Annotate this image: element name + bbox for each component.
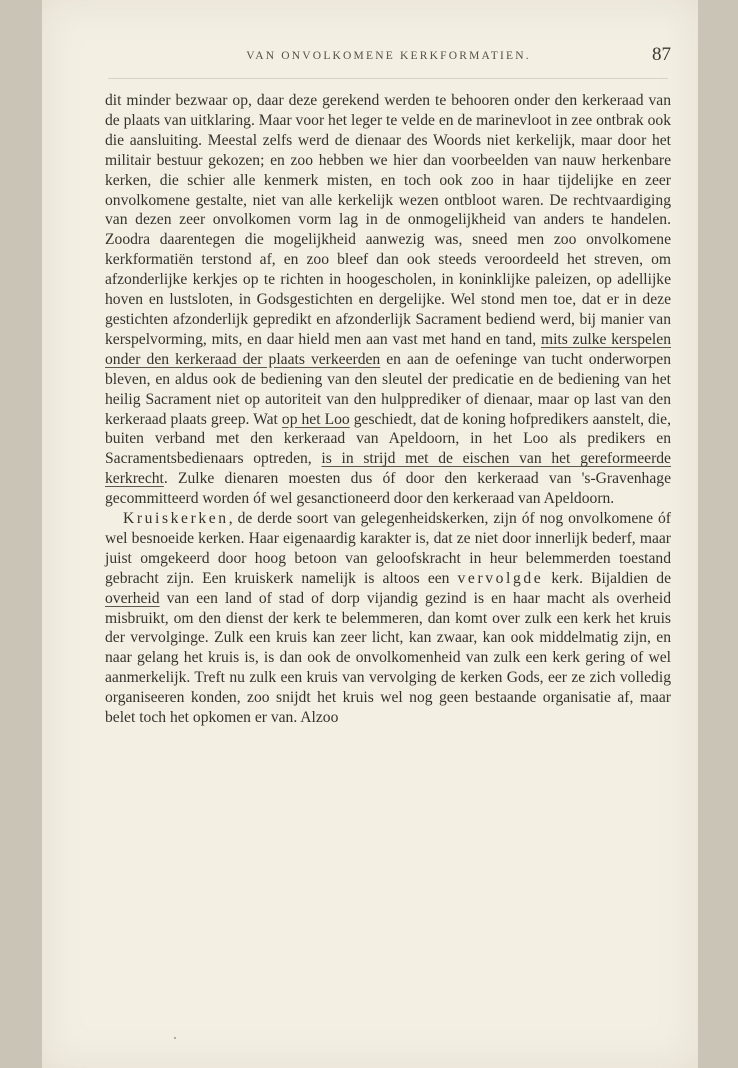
paragraph-1-text-4: . Zulke dienaren moesten dus óf door den kerkeraad van 's-Gravenhage gecommitteerd worden óf wel gesanctioneerd door den kerkeraad van Apeldoorn. [105,470,671,508]
body-text [105,91,671,728]
paragraph-2-text-2: kerk. Bijaldien de [543,569,672,587]
header-rule [108,78,668,79]
underlined-word-overheid: overheid [105,589,160,607]
paragraph-2-text-1: , de derde soort van gelegenheidskerken, zijn óf nog onvolkomene óf wel besnoeide kerken. Haar eigenaardig karakter is, dat ze niet door innerlijk bederf, maar juist omgekeerd door hoog betoon van geloofskracht in heur belemmerden toestand gebracht zijn. Een kruiskerk namelijk is altoos een [105,510,671,587]
spaced-term-vervolgde: vervolgde [457,569,544,587]
paragraph-1-text-3: geschiedt, dat de koning hofpredikers aanstelt, die, buiten verband met den kerkeraad van Apeldoorn, in het Loo als predikers en Sacramentsbedienaars optreden, [105,410,671,468]
paragraph-1-text-1: dit minder bezwaar op, daar deze gerekend werden te behooren onder den kerkeraad van de plaats van uitklaring. Maar voor het leger te velde en de marinevloot in zee ontbrak ook die aansluiting. Meestal zelfs werd de dienaar des Woords niet kerkelijk, maar door het militair bestuur gekozen; en zoo hebben we hier dan voorbeelden van nauw herkenbare kerken, die schier alle kenmerk misten, en toch ook zoo in haar tijdelijke en zeer onvolkomene gestalte, niet van alle kerkelijk wezen ontbloot waren. De rechtvaardiging van dezen zeer onvolkomen vorm lag in de onmogelijkheid van anders te handelen. Zoodra daarentegen die mogelijkheid aanwezig was, sneed men zoo onvolkomene kerkformatiën terstond af, en zoo bleef dan ook steeds veroordeeld het streven, om afzonderlijke kerkjes op te richten in hoogescholen, in koninklijke paleizen, op adellijke hoven en lustsloten, in Godsgestichten en dergelijke. Wel stond men toe, dat er in deze gestichten afzonderlijk gepredikt en afzonderlijk Sacrament bediend werd, bij manier van kerspelvorming, mits, en daar hield men aan vast met hand en tand, [105,92,671,348]
paper-speck [174,1037,176,1039]
underlined-phrase-het-loo: op het Loo [281,410,350,428]
paragraph-1 [105,91,671,509]
paragraph-1-text-2: en aan de oefeninge van tucht onderworpen bleven, en aldus ook de bediening van den sleutel der predicatie en de bediening van het heilig Sacrament niet op autoriteit van den hulpprediker of dienaar, maar op last van den kerkeraad plaats greep. Wat [105,350,672,428]
underlined-phrase-kerkrecht: is in strijd met de eischen van het gereformeerde kerkrecht [105,450,671,488]
spaced-term-kruiskerken: Kruiskerken [123,510,229,528]
paragraph-2 [105,509,671,728]
page-number: 87 [652,44,671,65]
running-title: VAN ONVOLKOMENE KERKFORMATIEN. [246,50,531,62]
paragraph-2-text-3: van een land of stad of dorp vijandig gezind is en haar macht als overheid misbruikt, om den dienst der kerk te belemmeren, dan komt over zulk een kerk het kruis der vervolginge. Zulk een kruis kan zeer licht, kan zwaar, kan ook middelmatig zijn, en naar gelang het kruis is, is dan ook de onvolkomenheid van zulk een kerk gering of wel aanmerkelijk. Treft nu zulk een kruis van vervolging de kerken Gods, eer ze zich volledig organiseeren konden, zoo snijdt het kruis wel nog geen bestaande organisatie af, maar belet toch het opkomen er van. Alzoo [105,589,671,727]
page-header [106,44,671,70]
book-page [42,0,698,1068]
underlined-phrase-kerspelen: mits zulke kerspelen onder den kerkeraad der plaats verkeerden [105,330,671,368]
